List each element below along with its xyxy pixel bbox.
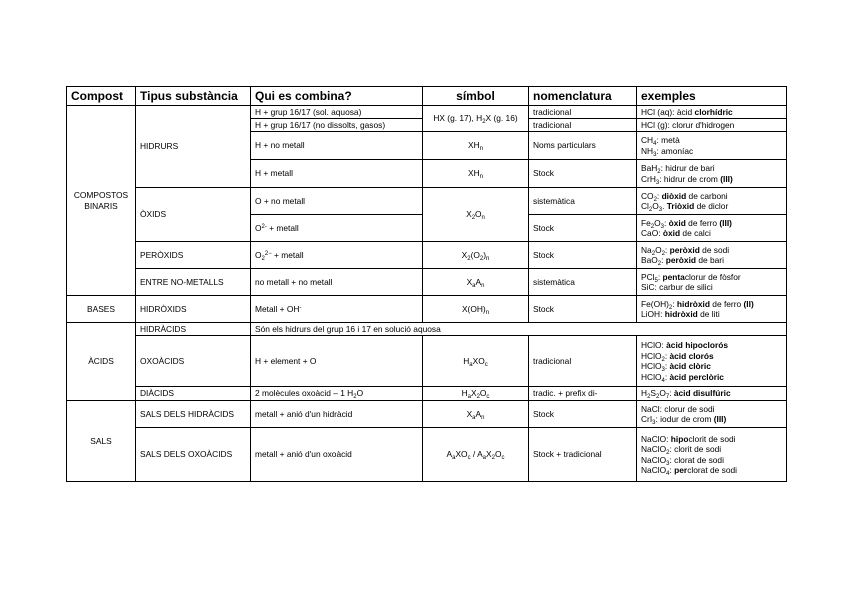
example-bold: àcid per [669,371,702,382]
example-text: HClO [641,361,662,371]
combina-cell: H + grup 16/17 (sol. aquosa) [251,106,423,119]
example-text: : clorat de sodi [669,454,724,465]
example-text: O [655,244,662,255]
nomenclatura-cell: tradic. + prefix di- [529,387,637,401]
subscript: n [485,309,490,316]
header-combina: Qui es combina? [251,87,423,106]
example-text: NH [641,145,654,156]
combina-cell: O + no metall [251,188,423,215]
nomenclatura-cell: Stock [529,296,637,323]
subscript: c [467,455,471,462]
nomenclatura-cell: Stock [529,401,637,428]
example-line: NaCl: clorur de sodi [641,403,715,414]
table-row [67,401,787,428]
header-simbol: símbol [423,87,529,106]
symbol-cell [423,188,529,242]
combina-cell: no metall + no metall [251,269,423,296]
type-hidrurs: HIDRURS [136,106,251,188]
table-row [67,269,787,296]
subscript: n [486,255,490,262]
subscript: n [481,414,485,421]
example-bold: (III) [719,217,732,228]
symbol-text: XH [468,168,480,179]
combina-cell: H + metall [251,160,423,188]
type-peroxids: PERÒXIDS [136,242,251,269]
example-text: CrI [641,414,653,424]
symbol-text: (O [470,249,480,260]
type-sals-oxoacids: SALS DELS OXOÀCIDS [136,428,251,482]
subscript: 2 [491,455,495,462]
example-text: de calci [680,228,711,238]
example-text: NaClO [641,444,667,454]
category-acids: ÀCIDS [67,323,136,401]
example-bold: hidròxid [664,309,698,319]
example-text: : [664,361,670,371]
combina-cell: metall + anió d'un oxoàcid [251,428,423,482]
example-cell: HCl (g): clorur d'hidrogen [637,119,787,132]
example-text: clorit de sodi [688,433,736,444]
example-text: : metà [656,135,680,145]
example-text: de ferro [685,217,720,228]
header-compost: Compost [67,87,136,106]
example-text: : [664,350,670,361]
subscript: 3 [655,179,660,186]
example-text: clorat de sodi [687,465,737,475]
symbol-text: X(OH) [461,303,486,314]
example-text: CO [641,190,654,201]
subscript: n [481,282,485,289]
type-hidracids: HIDRÀCIDS [136,323,251,336]
combina-text: 2 molècules oxoàcid – 1 H [255,388,354,399]
combina-cell: H + grup 16/17 (no dissolts, gasos) [251,119,423,132]
example-text: : hidrur de crom [659,173,721,184]
subscript: 2 [648,207,653,213]
example-text: CaO: [641,228,663,238]
example-bold: clòric [701,371,724,382]
example-text: BaH [641,163,658,173]
combina-cell [251,215,423,242]
symbol-text: X [466,276,473,287]
nomenclatura-cell: sistemàtica [529,269,637,296]
combina-text: O [255,222,262,233]
example-text: Cl [641,201,649,211]
subscript: 2 [479,255,484,262]
subscript: n [479,174,483,181]
example-text: : [672,298,677,309]
symbol-cell [423,160,529,188]
subscript: 2 [476,394,480,401]
example-text: de diclor [694,201,729,211]
subscript: 2 [666,450,670,456]
example-text: NaClO [641,454,667,465]
nomenclatura-cell: tradicional [529,119,637,132]
example-line [641,272,782,283]
example-line [641,434,782,445]
symbol-cell [423,269,529,296]
subscript: a [482,455,487,462]
symbol-text: H [463,355,470,366]
type-sals-hidracids: SALS DELS HIDRÀCIDS [136,401,251,428]
example-text: : [656,190,662,201]
superscript: - [299,304,302,311]
example-line [641,414,782,425]
subscript: 4 [666,471,670,477]
subscript: 2 [482,119,486,126]
example-text: : amoníac [656,145,694,156]
example-bold: hipo [670,433,689,444]
example-text: de ferro [709,298,744,309]
example-text: Na [641,244,652,255]
example-cell [637,387,787,401]
superscript: 2- [261,223,267,230]
subscript: 3 [653,151,657,158]
example-line [641,309,782,320]
example-text: O [659,388,666,399]
table-row [67,106,787,119]
example-bold: peròxid [669,244,700,255]
nomenclatura-cell: Stock [529,215,637,242]
symbol-text: O [479,388,487,399]
type-diacids: DIÀCIDS [136,387,251,401]
example-bold: (III) [713,414,727,424]
example-cell [637,132,787,160]
category-binaris: COMPOSTOS BINARIS [67,106,136,296]
subscript: 2 [656,394,660,401]
combina-cell: H + element + O [251,336,423,387]
example-line [641,340,782,351]
subscript: 3 [652,420,656,426]
table-row [67,336,787,387]
table-row [67,296,787,323]
subscript: 2 [647,394,651,401]
combina-text: + metall [266,222,299,233]
subscript: 2 [650,223,655,230]
example-cell [637,160,787,188]
example-text: CH [641,135,654,145]
symbol-cell [423,336,529,387]
subscript: 3 [658,207,663,213]
example-line [641,444,782,455]
type-hidroxids: HIDRÒXIDS [136,296,251,323]
subscript: 2 [261,255,265,262]
subscript: 3 [660,223,664,230]
symbol-text: HX (g. 17), H [433,113,483,124]
example-text: de sodi [699,244,730,255]
example-text: : clorit de sodi [669,444,722,454]
example-bold: penta [662,271,685,282]
symbol-text: X [461,249,468,260]
subscript: 2 [467,255,471,262]
symbol-cell [423,401,529,428]
example-line [641,299,782,310]
category-sals: SALS [67,401,136,482]
example-cell [637,106,787,119]
example-cell [637,296,787,323]
example-cell [637,336,787,387]
symbol-text: A [475,408,482,419]
superscript: 2− [264,250,272,257]
example-bold: (II) [743,298,754,309]
table-row [67,242,787,269]
example-cell [637,428,787,482]
table-row [67,428,787,482]
example-text: : [657,271,663,282]
example-text: PCl [641,271,655,282]
subscript: 2 [353,394,357,401]
example-text: HClO: [641,340,667,350]
symbol-text: XO [472,355,485,366]
symbol-text: O [494,449,502,460]
symbol-cell [423,428,529,482]
nomenclatura-cell: Stock [529,160,637,188]
example-bold: hidròxid [676,298,710,309]
subscript: 4 [661,377,665,384]
example-line [641,351,782,362]
example-text: : [669,465,675,475]
example-text: de liti [697,309,720,319]
example-line [641,146,782,157]
symbol-text: X [466,209,472,220]
example-text: . [662,201,667,211]
example-text: : [664,371,670,382]
example-text: : [664,244,670,255]
example-text: HCl (aq): àcid [641,106,695,117]
subscript: 7 [665,394,670,401]
example-line: SiC: carbur de silici [641,282,713,292]
nomenclatura-cell: tradicional [529,106,637,119]
subscript: 2 [653,196,657,203]
symbol-text: ) [483,249,487,260]
chemistry-nomenclature-table [66,86,787,482]
example-text: CrH [641,173,656,184]
example-text: : hidrur de bari [660,163,715,173]
example-text: clorur de fòsfor [684,271,741,282]
example-text: NaClO: [641,433,671,444]
example-text: Fe [641,217,651,228]
example-line [641,245,782,256]
nomenclatura-cell: Noms particulars [529,132,637,160]
symbol-text: X [466,408,473,419]
example-line [641,218,782,229]
symbol-text: X (g. 16) [485,113,518,124]
subscript: 2 [651,250,656,257]
subscript: a [472,282,476,289]
example-bold: àcid clorós [669,350,714,361]
type-entre-no-metalls: ENTRE NO-METALLS [136,269,251,296]
symbol-text: H [461,388,468,399]
combina-cell: H + no metall [251,132,423,160]
example-cell [637,188,787,215]
symbol-text: X [486,449,492,460]
nomenclatura-cell: tradicional [529,336,637,387]
example-text: LiOH: [641,309,665,319]
table-row [67,323,787,336]
subscript: 2 [661,356,665,363]
header-exemples: exemples [637,87,787,106]
example-text: HClO [641,350,662,361]
example-bold: clorós [702,340,729,350]
example-text: : [663,217,669,228]
example-text: O [652,201,659,211]
example-text: : iodur de crom [655,414,714,424]
nomenclatura-cell: sistemàtica [529,188,637,215]
combina-text: Metall + OH [255,303,300,314]
example-line [641,465,782,476]
subscript: 3 [666,460,670,467]
example-line [641,455,782,466]
combina-cell [251,296,423,323]
nomenclatura-cell: Stock + tradicional [529,428,637,482]
subscript: 2 [668,304,673,311]
subscript: a [469,361,473,368]
symbol-text: A [475,276,482,287]
symbol-cell [423,387,529,401]
subscript: 4 [653,141,657,147]
type-oxoacids: OXOÀCIDS [136,336,251,387]
subscript: a [452,455,456,462]
combina-cell [251,242,423,269]
example-cell [637,242,787,269]
example-text: O [654,217,661,228]
symbol-cell [423,296,529,323]
example-line [641,174,782,185]
combina-cell [251,387,423,401]
example-bold: àcid disulfúric [673,388,731,399]
example-line [641,135,782,146]
symbol-text: O [475,209,482,220]
example-text: BaO [641,255,658,265]
header-row [67,87,787,106]
header-tipus: Tipus substància [136,87,251,106]
example-text: NaClO [641,465,667,475]
example-text: : [661,255,666,265]
nomenclatura-cell: Stock [529,242,637,269]
subscript: 2 [471,215,476,222]
hidracids-description: Són els hidrurs del grup 16 i 17 en solució aquosa [251,323,787,336]
example-line [641,191,782,202]
example-line [641,201,782,212]
combina-text: + metall [271,249,304,260]
table-row [67,188,787,215]
symbol-text: X [470,388,477,399]
subscript: n [479,146,483,153]
example-bold: diòxid [661,190,687,201]
example-text: de carboni [686,190,728,201]
example-text: de bari [696,255,724,265]
example-cell [637,401,787,428]
example-bold: peròxid [665,255,697,265]
example-cell [637,269,787,296]
subscript: 5 [654,277,658,284]
example-text: Fe(OH) [641,298,669,309]
example-line [641,372,782,383]
example-bold: per [674,465,688,475]
example-text: H [641,388,648,399]
header-nomenclatura: nomenclatura [529,87,637,106]
category-bases: BASES [67,296,136,323]
example-bold: àcid clòric [669,361,711,371]
subscript: 2 [657,261,662,267]
subscript: 2 [657,169,661,175]
symbol-text: / A [470,449,483,460]
combina-text: O [356,388,364,399]
example-bold: (III) [720,173,733,184]
example-line [641,163,782,174]
combina-text: O [255,249,262,260]
combina-cell: metall + anió d'un hidràcid [251,401,423,428]
example-bold: clorhídric [694,106,733,117]
symbol-cell [423,132,529,160]
symbol-text: XO [455,449,468,460]
subscript: c [484,361,488,368]
symbol-text: XH [468,140,480,151]
subscript: a [467,394,471,401]
type-oxids: ÒXIDS [136,188,251,242]
subscript: 3 [661,367,665,373]
symbol-text: A [446,449,453,460]
table-row [67,387,787,401]
subscript: 2 [661,250,665,257]
example-text: HClO [641,371,662,382]
symbol-cell [423,106,529,132]
example-bold: àcid hipo [666,340,703,350]
symbol-cell [423,242,529,269]
example-cell [637,215,787,242]
subscript: a [472,414,476,421]
subscript: n [481,215,485,222]
subscript: c [501,455,505,462]
subscript: c [486,394,490,401]
example-bold: òxid [662,228,681,238]
example-text: : [669,388,674,399]
example-bold: òxid [668,217,686,228]
example-text: S [650,388,656,399]
example-bold: Triòxid [666,201,695,211]
